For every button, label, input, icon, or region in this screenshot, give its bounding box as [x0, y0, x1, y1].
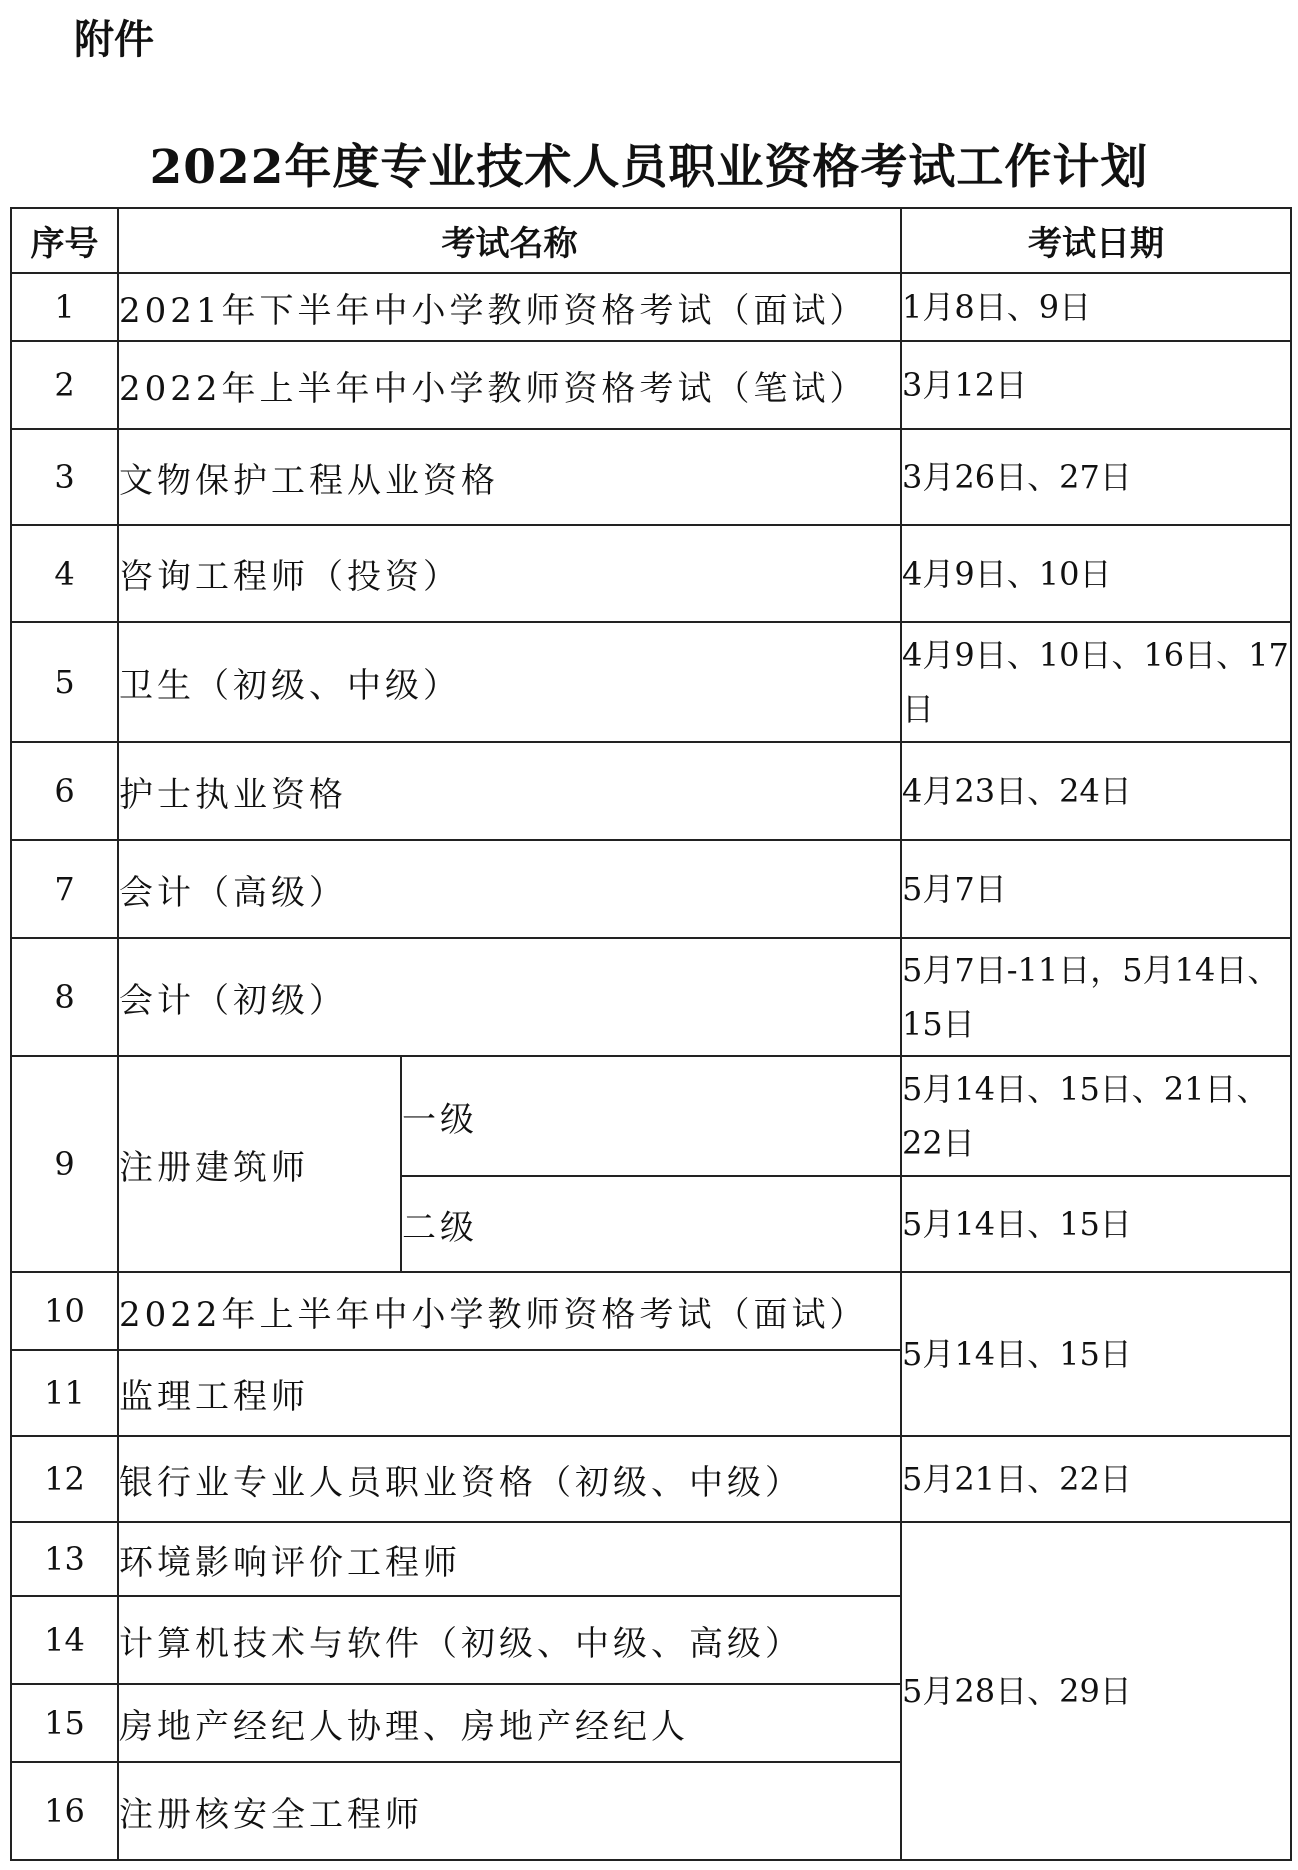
table-row	[11, 1056, 1291, 1176]
exam-date: 3月26日、27日	[901, 429, 1291, 525]
exam-date: 5月14日、15日	[901, 1272, 1291, 1436]
exam-date: 5月28日、29日	[901, 1522, 1291, 1860]
exam-date: 1月8日、9日	[901, 273, 1291, 341]
row-num: 11	[11, 1350, 118, 1436]
exam-date: 4月9日、10日、16日、17日	[901, 622, 1291, 742]
row-num: 8	[11, 938, 118, 1056]
row-num: 14	[11, 1596, 118, 1684]
exam-name: 2022年上半年中小学教师资格考试（面试）	[118, 1272, 901, 1350]
row-num: 1	[11, 273, 118, 341]
row-num: 6	[11, 742, 118, 840]
row-num: 7	[11, 840, 118, 938]
row-num: 5	[11, 622, 118, 742]
row-num: 2	[11, 341, 118, 429]
row-num: 16	[11, 1762, 118, 1860]
exam-name: 房地产经纪人协理、房地产经纪人	[118, 1684, 901, 1762]
exam-name: 监理工程师	[118, 1350, 901, 1436]
row-num: 15	[11, 1684, 118, 1762]
table-row	[11, 1272, 1291, 1350]
exam-name: 注册建筑师	[118, 1056, 401, 1272]
exam-date: 5月21日、22日	[901, 1436, 1291, 1522]
exam-date: 5月14日、15日、21日、22日	[901, 1056, 1291, 1176]
exam-name: 计算机技术与软件（初级、中级、高级）	[118, 1596, 901, 1684]
exam-name: 会计（初级）	[118, 938, 901, 1056]
exam-date: 5月14日、15日	[901, 1176, 1291, 1272]
exam-name: 护士执业资格	[118, 742, 901, 840]
exam-name: 环境影响评价工程师	[118, 1522, 901, 1596]
table-row	[11, 1522, 1291, 1596]
table-header-row	[11, 208, 1291, 273]
table-row	[11, 938, 1291, 1056]
exam-name: 文物保护工程从业资格	[118, 429, 901, 525]
attachment-label: 附件	[74, 17, 154, 63]
exam-name: 2022年上半年中小学教师资格考试（笔试）	[118, 341, 901, 429]
table-row	[11, 840, 1291, 938]
exam-name: 银行业专业人员职业资格（初级、中级）	[118, 1436, 901, 1522]
row-num: 9	[11, 1056, 118, 1272]
exam-date: 4月9日、10日	[901, 525, 1291, 622]
exam-name: 注册核安全工程师	[118, 1762, 901, 1860]
table-row	[11, 341, 1291, 429]
exam-date: 5月7日	[901, 840, 1291, 938]
table-row	[11, 429, 1291, 525]
page-title: 2022年度专业技术人员职业资格考试工作计划	[149, 140, 1149, 195]
table-row	[11, 525, 1291, 622]
table-row	[11, 1436, 1291, 1522]
header-num: 序号	[11, 208, 118, 273]
exam-name: 咨询工程师（投资）	[118, 525, 901, 622]
exam-date: 5月7日-11日，5月14日、15日	[901, 938, 1291, 1056]
exam-name: 卫生（初级、中级）	[118, 622, 901, 742]
row-num: 4	[11, 525, 118, 622]
exam-schedule-table	[10, 207, 1292, 1861]
exam-date: 3月12日	[901, 341, 1291, 429]
table-row	[11, 742, 1291, 840]
row-num: 13	[11, 1522, 118, 1596]
header-date: 考试日期	[901, 208, 1291, 273]
header-name: 考试名称	[118, 208, 901, 273]
exam-sub-level: 二级	[401, 1176, 901, 1272]
row-num: 3	[11, 429, 118, 525]
row-num: 12	[11, 1436, 118, 1522]
exam-name: 会计（高级）	[118, 840, 901, 938]
table-row	[11, 273, 1291, 341]
exam-name: 2021年下半年中小学教师资格考试（面试）	[118, 273, 901, 341]
table-row	[11, 622, 1291, 742]
row-num: 10	[11, 1272, 118, 1350]
exam-sub-level: 一级	[401, 1056, 901, 1176]
exam-date: 4月23日、24日	[901, 742, 1291, 840]
